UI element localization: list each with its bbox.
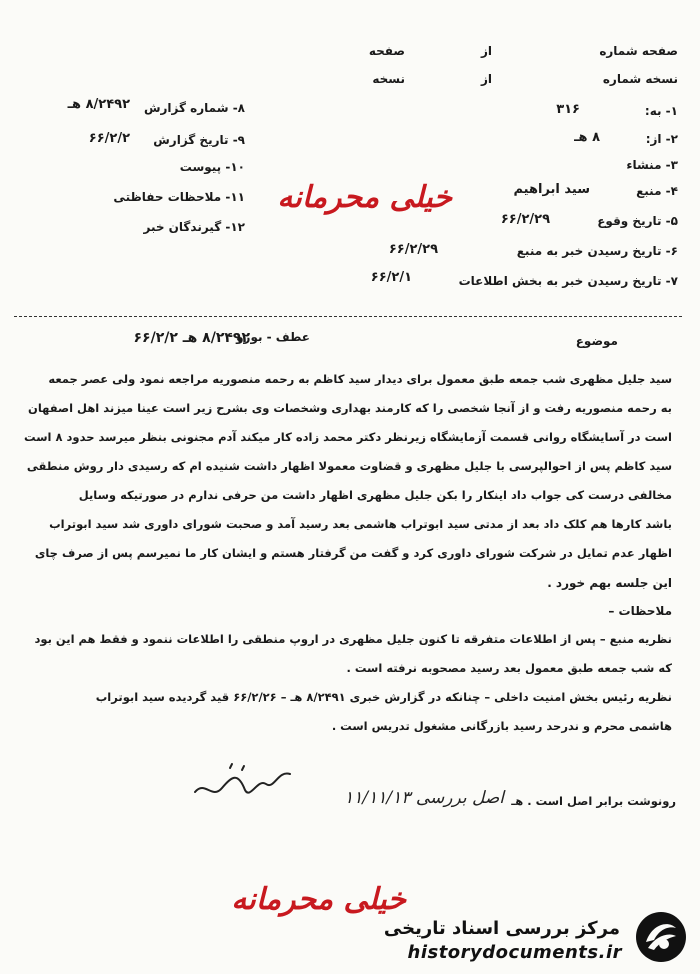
field-value: ۳۱۶ bbox=[556, 102, 580, 117]
field-value: ۶۶/۲/۲۹ bbox=[388, 242, 438, 257]
classification-stamp-top: خیلی محرمانه bbox=[277, 180, 452, 215]
copy-certification: رونوشت برابر اصل است . هـ bbox=[511, 794, 676, 808]
field-value: ۶۶/۲/۲ bbox=[88, 131, 130, 146]
archive-url: historydocuments.ir bbox=[407, 942, 622, 963]
separator-line bbox=[14, 316, 682, 317]
classification-stamp-bottom: خیلی محرمانه bbox=[231, 882, 406, 917]
subject-label: موضوع bbox=[575, 334, 618, 348]
field-value: سید ابراهیم bbox=[513, 182, 590, 197]
notes-title: ملاحظات – bbox=[608, 604, 672, 618]
field-value: ۸/۲۴۹۲ هـ bbox=[67, 97, 130, 112]
subject-ref-value: ۸/۲۴۹۲ هـ ۶۶/۲/۲ bbox=[133, 330, 250, 346]
notes-line: نظریه رئیس بخش امنیت داخلی – چنانکه در گزارش خبری ۸/۲۴۹۱ هـ – ۶۶/۲/۲۶ قید گردیده سید ابوتراب bbox=[95, 690, 672, 704]
page-label: صفحه bbox=[368, 44, 405, 58]
field-value: ۶۶/۲/۲۹ bbox=[500, 212, 550, 227]
body-line: سید جلیل مظهری شب جمعه طبق معمول برای دیدار سید کاظم به رحمه منصوریه مراجعه نمود ولی عصر جمعه bbox=[48, 372, 672, 386]
body-line: باشد کارها هم کلک داد بعد از مدتی سید ابوتراب هاشمی بعد رسید آمد و صحبت شورای داوری شد سید ابوتراب bbox=[49, 517, 672, 531]
body-line: به رحمه منصوریه رفت و از آنجا شخصی را که کارمند بهداری وشخصات وی بشرح زیر است عینا میزند اهل اصفهان bbox=[28, 401, 672, 415]
subject-ref-label: عطف - بورو bbox=[236, 330, 310, 344]
field-label: ۱۰- پیوست bbox=[179, 160, 245, 174]
copy-number-label: نسخه شماره bbox=[602, 72, 678, 86]
body-line: اظهار عدم تمایل در شرکت شورای داوری کرد و گفت من گرفتار هستم و ایشان کار ما نمیرسم پس از صرف چای bbox=[34, 546, 672, 560]
field-value: ۸ هـ bbox=[574, 130, 600, 145]
field-label: ۴- منبع bbox=[636, 184, 678, 198]
body-line: است در آسایشگاه روانی قسمت آزمایشگاه زیرنظر دکتر محمد زاده کار میکند آدم مجنونی بنظر میرسد حدود ۸ است bbox=[24, 430, 672, 444]
handwritten-note: اصل بررسی ۱۱/۱۱/۱۳ bbox=[344, 788, 504, 808]
field-label: ۵- تاریخ وقوع bbox=[597, 214, 678, 228]
field-label: ۶- تاریخ رسیدن خبر به منبع bbox=[516, 244, 678, 258]
field-value: ۶۶/۲/۱ bbox=[370, 270, 412, 285]
page-number-label: صفحه شماره bbox=[599, 44, 678, 58]
copy-of-label: از bbox=[480, 72, 492, 86]
archive-name: مرکز بررسی اسناد تاریخی bbox=[383, 918, 620, 939]
field-label: ۷- تاریخ رسیدن خبر به بخش اطلاعات bbox=[458, 274, 678, 288]
notes-line: هاشمی محرم و ندرحد رسید بازرگانی مشغول تدریس است . bbox=[331, 719, 672, 733]
field-label: ۳- منشاء bbox=[626, 158, 678, 172]
field-label: ۱۲- گیرندگان خبر bbox=[143, 220, 245, 234]
field-label: ۹- تاریخ گزارش bbox=[153, 133, 245, 147]
body-line: سید کاظم پس از احوالپرسی با جلیل مظهری و قضاوت معمولا اظهار داشت شنیده ام که رسیدی دار روش منطقی bbox=[26, 459, 672, 473]
field-label: ۸- شماره گزارش bbox=[143, 101, 245, 115]
body-line: این جلسه بهم خورد . bbox=[547, 576, 672, 590]
archive-logo-icon bbox=[634, 910, 688, 964]
field-label: ۱۱- ملاحظات حفاظتی bbox=[113, 190, 245, 204]
field-label: ۲- از: bbox=[645, 132, 678, 146]
notes-line: نظریه منبع – پس از اطلاعات متفرقه تا کنون جلیل مظهری در اروپ منطقی را اطلاعات ننمود و فقط هم این بود bbox=[34, 632, 672, 646]
body-line: مخالفی درست کی جواب داد اینکار را بکن جلیل مظهری اظهار داشت من حرفی ندارم در صورتیکه وسایل bbox=[78, 488, 672, 502]
signature bbox=[190, 760, 300, 810]
page-of-label: از bbox=[480, 44, 492, 58]
copy-label: نسخه bbox=[372, 72, 405, 86]
notes-line: که شب جمعه طبق معمول بعد رسید مصحوبه نرفته است . bbox=[346, 661, 672, 675]
field-label: ۱- به: bbox=[644, 104, 678, 118]
